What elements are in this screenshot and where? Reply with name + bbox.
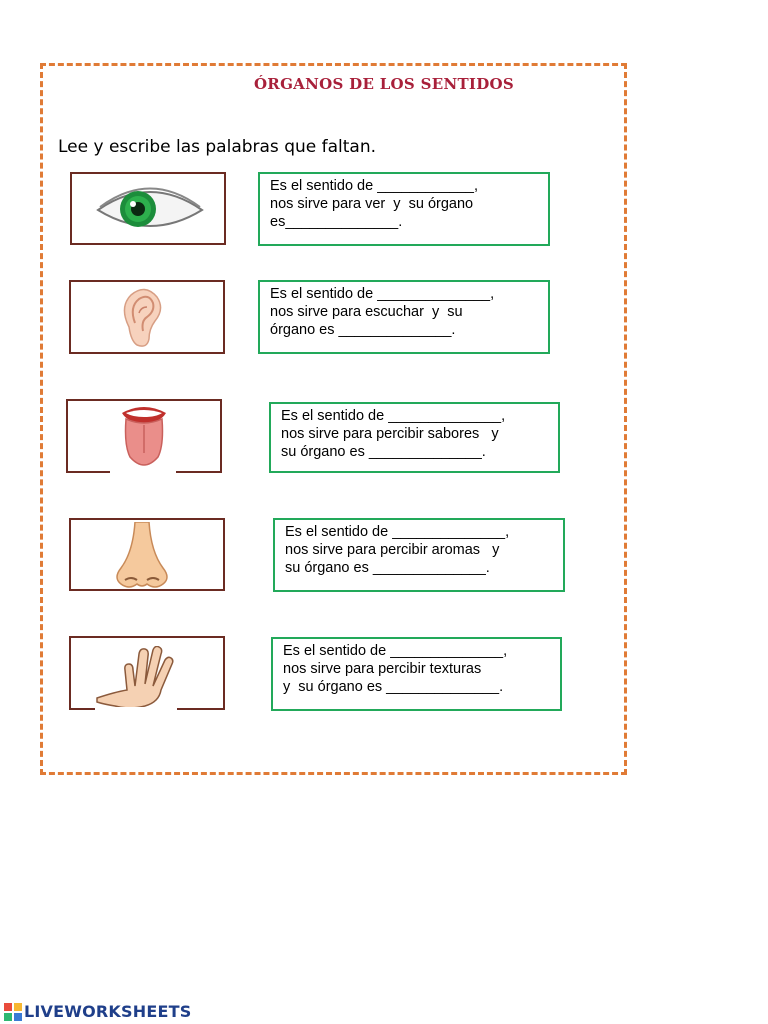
- text-line: Es el sentido de ______________,: [270, 286, 495, 302]
- hand-icon: [95, 646, 177, 710]
- bottom-gap: [95, 707, 177, 710]
- tongue-icon: [120, 405, 168, 469]
- text-line: órgano es ______________.: [270, 322, 456, 338]
- brand-name: LIVEWORKSHEETS: [24, 1002, 192, 1021]
- liveworksheets-logo[interactable]: [4, 1002, 191, 1021]
- text-line: y su órgano es ______________.: [283, 679, 504, 695]
- eye-icon: [94, 180, 206, 238]
- nose-image-box: [69, 518, 225, 591]
- text-line: nos sirve para ver y su órgano: [270, 196, 474, 212]
- hand-image-box: [69, 636, 225, 710]
- text-line: Es el sentido de ______________,: [283, 643, 508, 659]
- text-line: nos sirve para escuchar y su: [270, 304, 463, 320]
- ear-icon: [119, 287, 165, 349]
- text-line: nos sirve para percibir sabores y: [281, 426, 499, 442]
- ear-text-box[interactable]: [258, 280, 550, 354]
- text-line: nos sirve para percibir aromas y: [285, 542, 500, 558]
- tongue-text-box[interactable]: [269, 402, 560, 473]
- nose-text-box[interactable]: [273, 518, 565, 592]
- eye-text-box[interactable]: [258, 172, 550, 246]
- text-line: Es el sentido de ______________,: [285, 524, 510, 540]
- eye-image-box: [70, 172, 226, 245]
- liveworksheets-logo-icon: [4, 1003, 22, 1021]
- tongue-image-box: [66, 399, 222, 473]
- text-line: su órgano es ______________.: [281, 444, 486, 460]
- page-title: ÓRGANOS DE LOS SENTIDOS: [253, 75, 515, 93]
- instruction-text: Lee y escribe las palabras que faltan.: [58, 137, 377, 157]
- text-line: nos sirve para percibir texturas: [283, 661, 482, 677]
- text-line: Es el sentido de ____________,: [270, 178, 479, 194]
- text-line: su órgano es ______________.: [285, 560, 490, 576]
- text-line: es______________.: [270, 214, 403, 230]
- ear-image-box: [69, 280, 225, 354]
- bottom-gap: [110, 470, 176, 473]
- nose-icon: [111, 522, 173, 590]
- text-line: Es el sentido de ______________,: [281, 408, 506, 424]
- hand-text-box[interactable]: [271, 637, 562, 711]
